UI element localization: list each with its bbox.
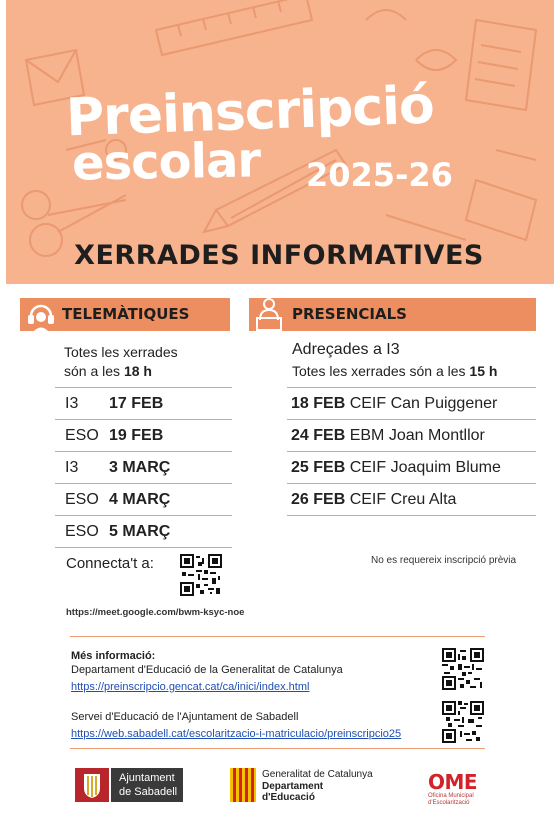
title-escolar: escolar — [71, 132, 261, 192]
date-label: 18 FEB — [291, 395, 346, 412]
date-label: 3 MARÇ — [109, 459, 171, 476]
generalitat-emblem-icon — [230, 768, 256, 802]
presencials-header — [249, 298, 536, 331]
generalitat-line1: Generalitat de Catalunya — [262, 769, 373, 780]
presencial-entry — [291, 427, 485, 445]
presencials-note-time: 15 h — [469, 363, 498, 379]
sabadell-shield-icon — [75, 768, 109, 802]
connect-label: Connecta't a: — [66, 555, 154, 572]
place-label: CEIF Creu Alta — [349, 491, 457, 508]
list-item — [287, 420, 536, 452]
list-item — [287, 388, 536, 420]
presencials-list — [287, 388, 536, 516]
speaker-podium-icon — [251, 296, 287, 332]
list-item — [55, 452, 232, 484]
level-label: I3 — [65, 395, 79, 412]
level-label: ESO — [65, 523, 99, 540]
more-info-heading: Més informació: — [71, 650, 156, 662]
header-banner — [6, 0, 554, 284]
gencat-label: Departament d'Educació de la Generalitat de Catalunya — [71, 664, 343, 676]
list-item — [287, 452, 536, 484]
level-label: ESO — [65, 491, 99, 508]
subtitle-xerrades: XERRADES INFORMATIVES — [74, 240, 484, 271]
ome-line2: d'Escolarització — [428, 800, 470, 806]
place-label: CEIF Joaquim Blume — [349, 459, 501, 476]
date-label: 17 FEB — [109, 395, 164, 412]
no-registration-note: No es requereix inscripció prèvia — [371, 555, 517, 566]
gencat-link[interactable]: https://preinscripcio.gencat.cat/ca/inici/index.html — [71, 681, 310, 693]
date-label: 24 FEB — [291, 427, 346, 444]
list-item — [55, 516, 232, 548]
presencials-note-line2 — [292, 363, 497, 379]
generalitat-line2: Departament — [262, 781, 324, 792]
date-label: 26 FEB — [291, 491, 346, 508]
divider — [70, 748, 485, 749]
presencial-entry — [291, 459, 501, 477]
title-preinscripcio: Preinscripció — [65, 75, 435, 149]
presencials-title: PRESENCIALS — [292, 305, 407, 323]
telematiques-header — [20, 298, 230, 331]
ajuntament-text-box — [111, 768, 183, 802]
presencials-note-prefix: Totes les xerrades són a les — [292, 363, 470, 379]
telematiques-title: TELEMÀTIQUES — [62, 305, 190, 323]
meet-url[interactable]: https://meet.google.com/bwm-ksyc-noe — [66, 607, 245, 618]
ajuntament-line2: de Sabadell — [119, 786, 178, 798]
generalitat-line3: d'Educació — [262, 792, 315, 803]
sabadell-qr-code[interactable] — [442, 701, 484, 743]
date-label: 25 FEB — [291, 459, 346, 476]
telematiques-list — [55, 388, 232, 548]
list-item — [55, 388, 232, 420]
title-year: 2025-26 — [306, 156, 453, 194]
list-item — [55, 420, 232, 452]
ome-logo — [424, 770, 494, 810]
presencial-entry — [291, 491, 456, 509]
presencial-entry — [291, 395, 497, 413]
place-label: EBM Joan Montllor — [349, 427, 485, 444]
meet-qr-code[interactable] — [180, 554, 222, 596]
date-label: 19 FEB — [109, 427, 164, 444]
telematiques-note-line2 — [64, 363, 152, 379]
telematiques-note-time: 18 h — [123, 363, 152, 379]
level-label: ESO — [65, 427, 99, 444]
list-item — [55, 484, 232, 516]
presencials-note-line1: Adreçades a I3 — [292, 341, 400, 358]
sabadell-label: Servei d'Educació de l'Ajuntament de Sabadell — [71, 711, 299, 723]
ome-acronym: OME — [428, 770, 478, 794]
level-label: I3 — [65, 459, 79, 476]
date-label: 4 MARÇ — [109, 491, 171, 508]
date-label: 5 MARÇ — [109, 523, 171, 540]
generalitat-logo — [230, 768, 390, 804]
place-label: CEIF Can Puiggener — [349, 395, 498, 412]
telematiques-note-line1: Totes les xerrades — [64, 344, 178, 360]
ome-line1: Oficina Municipal — [428, 793, 474, 799]
list-item — [287, 484, 536, 516]
ajuntament-sabadell-logo — [75, 768, 183, 802]
gencat-qr-code[interactable] — [442, 648, 484, 690]
telematiques-note-prefix: són a les — [64, 363, 124, 379]
headset-icon — [23, 296, 59, 332]
sabadell-link[interactable]: https://web.sabadell.cat/escolaritzacio-i-matriculacio/preinscripcio25 — [71, 728, 402, 740]
ajuntament-line1: Ajuntament — [119, 772, 175, 784]
divider — [70, 636, 485, 637]
